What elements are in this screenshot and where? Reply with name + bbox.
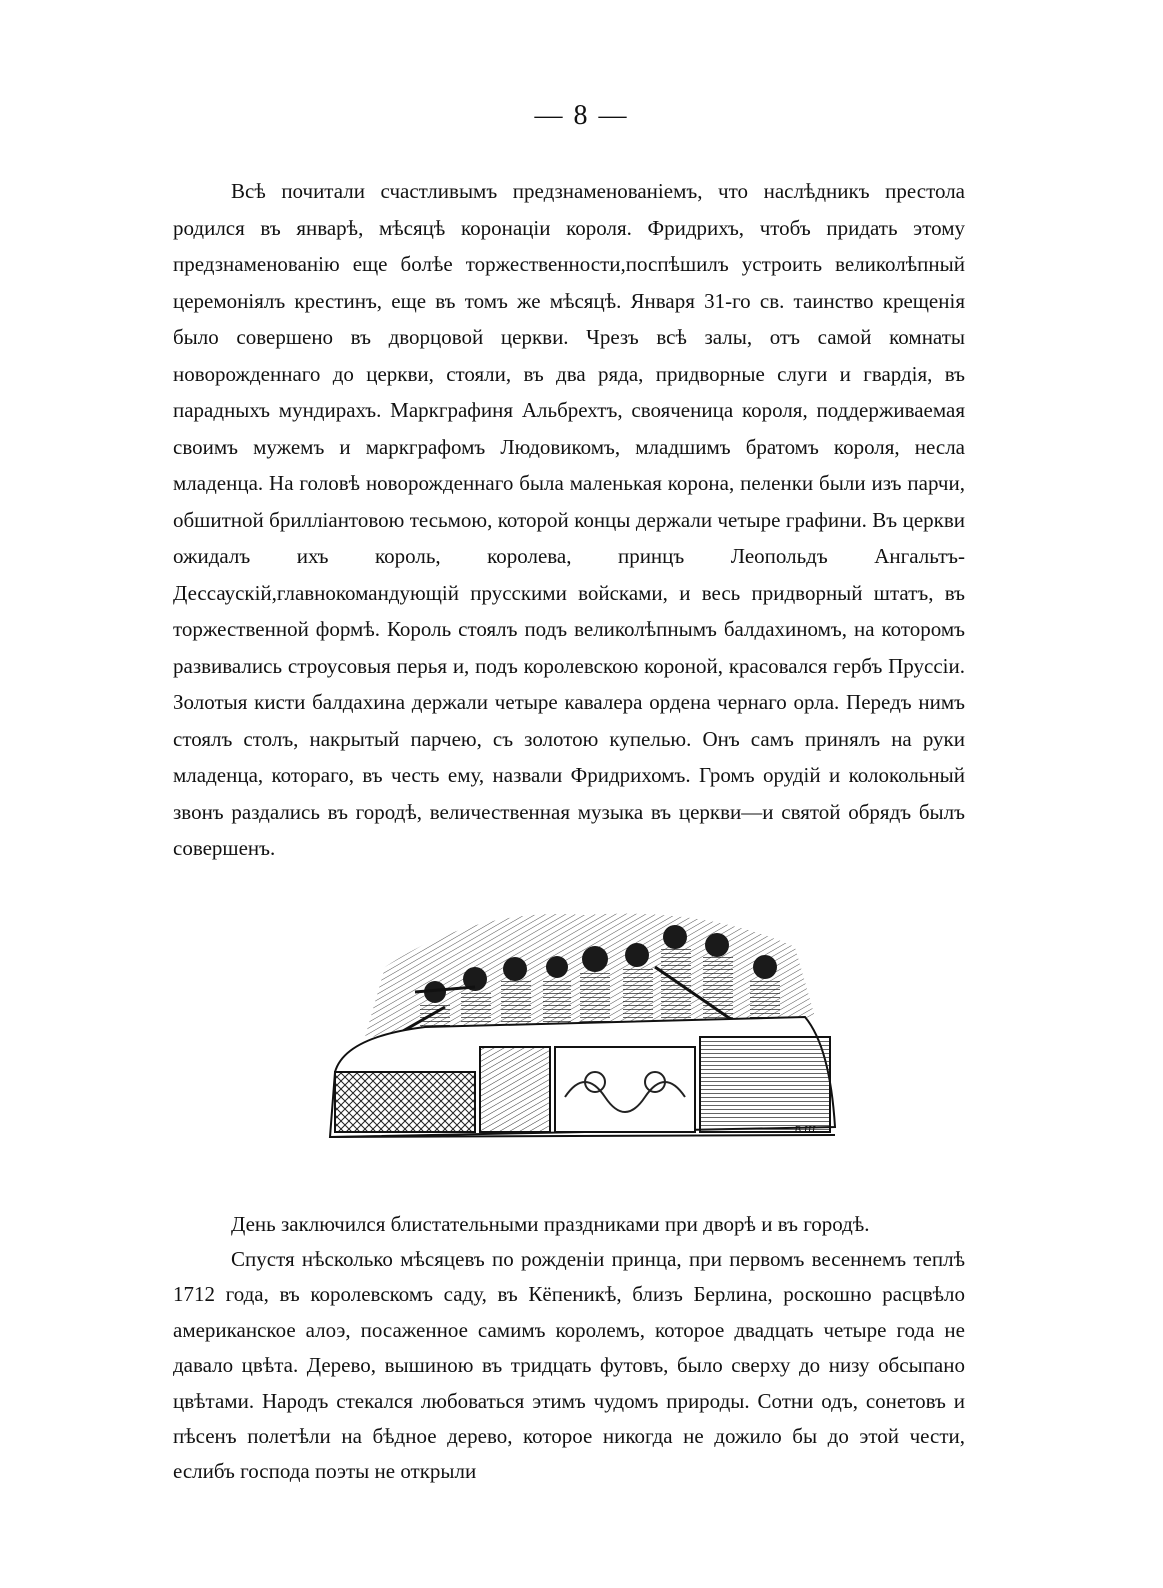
engraver-signature: В.Ш. xyxy=(794,1124,818,1136)
paragraph-christening xyxy=(173,173,965,867)
engraving-drawing xyxy=(325,897,840,1162)
paragraph-celebrations xyxy=(173,1206,965,1243)
engraving-illustration xyxy=(325,897,840,1162)
paragraph-text: Всѣ почитали счастливымъ предзнаменованіемъ, что наслѣдникъ престола родился въ январѣ, мѣсяцѣ коронаціи короля. Фридрихъ, чтобъ придать этому предзнаменованію еще болѣе торжественности,поспѣшилъ устроить великолѣпный церемоніялъ крестинъ, еще въ томъ же мѣсяцѣ. Января 31-го св. таинство крещенія было совершено въ дворцовой церкви. Чрезъ всѣ залы, отъ самой комнаты новорожденнаго до церкви, стояли, въ два ряда, придворные слуги и гвардія, въ парадныхъ мундирахъ. Маркграфиня Альбрехтъ, своячeница короля, поддерживаемая своимъ мужемъ и маркграфомъ Людовикомъ, младшимъ братомъ короля, несла младенца. На головѣ новорожденнаго была маленькая корона, пеленки были изъ парчи, обшитной бриллiантовою тесьмою, которой концы держали четыре графини. Въ церкви ожидалъ ихъ король, королева, принцъ Леопольдъ Ангальтъ-Дессаускій,главнокомандующій прусскими войсками, и весь придворный штатъ, въ торжественной формѣ. Король стоялъ подъ великолѣпнымъ балдахиномъ, на которомъ развивались строусовыя перья и, подъ королевскою короной, красовался гербъ Пруссіи. Золотыя кисти балдахина держали четыре кавалера ордена чернаго орла. Передъ нимъ стоялъ столъ, накрытый парчею, съ золотою купелью. Онъ самъ принялъ на руки младенца, котораго, въ честь ему, назвали Фридрихомъ. Громъ орудій и колокольный звонъ раздались въ городѣ, величественная музыка въ церкви—и святой обрядъ былъ совершенъ. xyxy=(173,179,965,860)
paragraph-text: Спустя нѣсколько мѣсяцевъ по рожденіи принца, при первомъ весеннемъ теплѣ 1712 года, въ королевскомъ саду, въ Кёпеникѣ, близъ Берлина, роскошно расцвѣло американское алоэ, посаженное самимъ королемъ, которое двадцать четыре года не давало цвѣта. Дерево, вышиною въ тридцать футовъ, было сверху до низу обсыпано цвѣтами. Народъ стекался любоваться этимъ чудомъ природы. Сотни одъ, сонетовъ и пѣсенъ полетѣли на бѣдное дерево, которое никогда не дожило бы до этой чести, еслибъ господа поэты не открыли xyxy=(173,1247,965,1484)
paragraph-text: День заключился блистательными праздниками при дворѣ и въ городѣ. xyxy=(231,1212,870,1236)
page-number: — 8 — xyxy=(534,100,629,131)
paragraph-aloe xyxy=(173,1242,965,1490)
